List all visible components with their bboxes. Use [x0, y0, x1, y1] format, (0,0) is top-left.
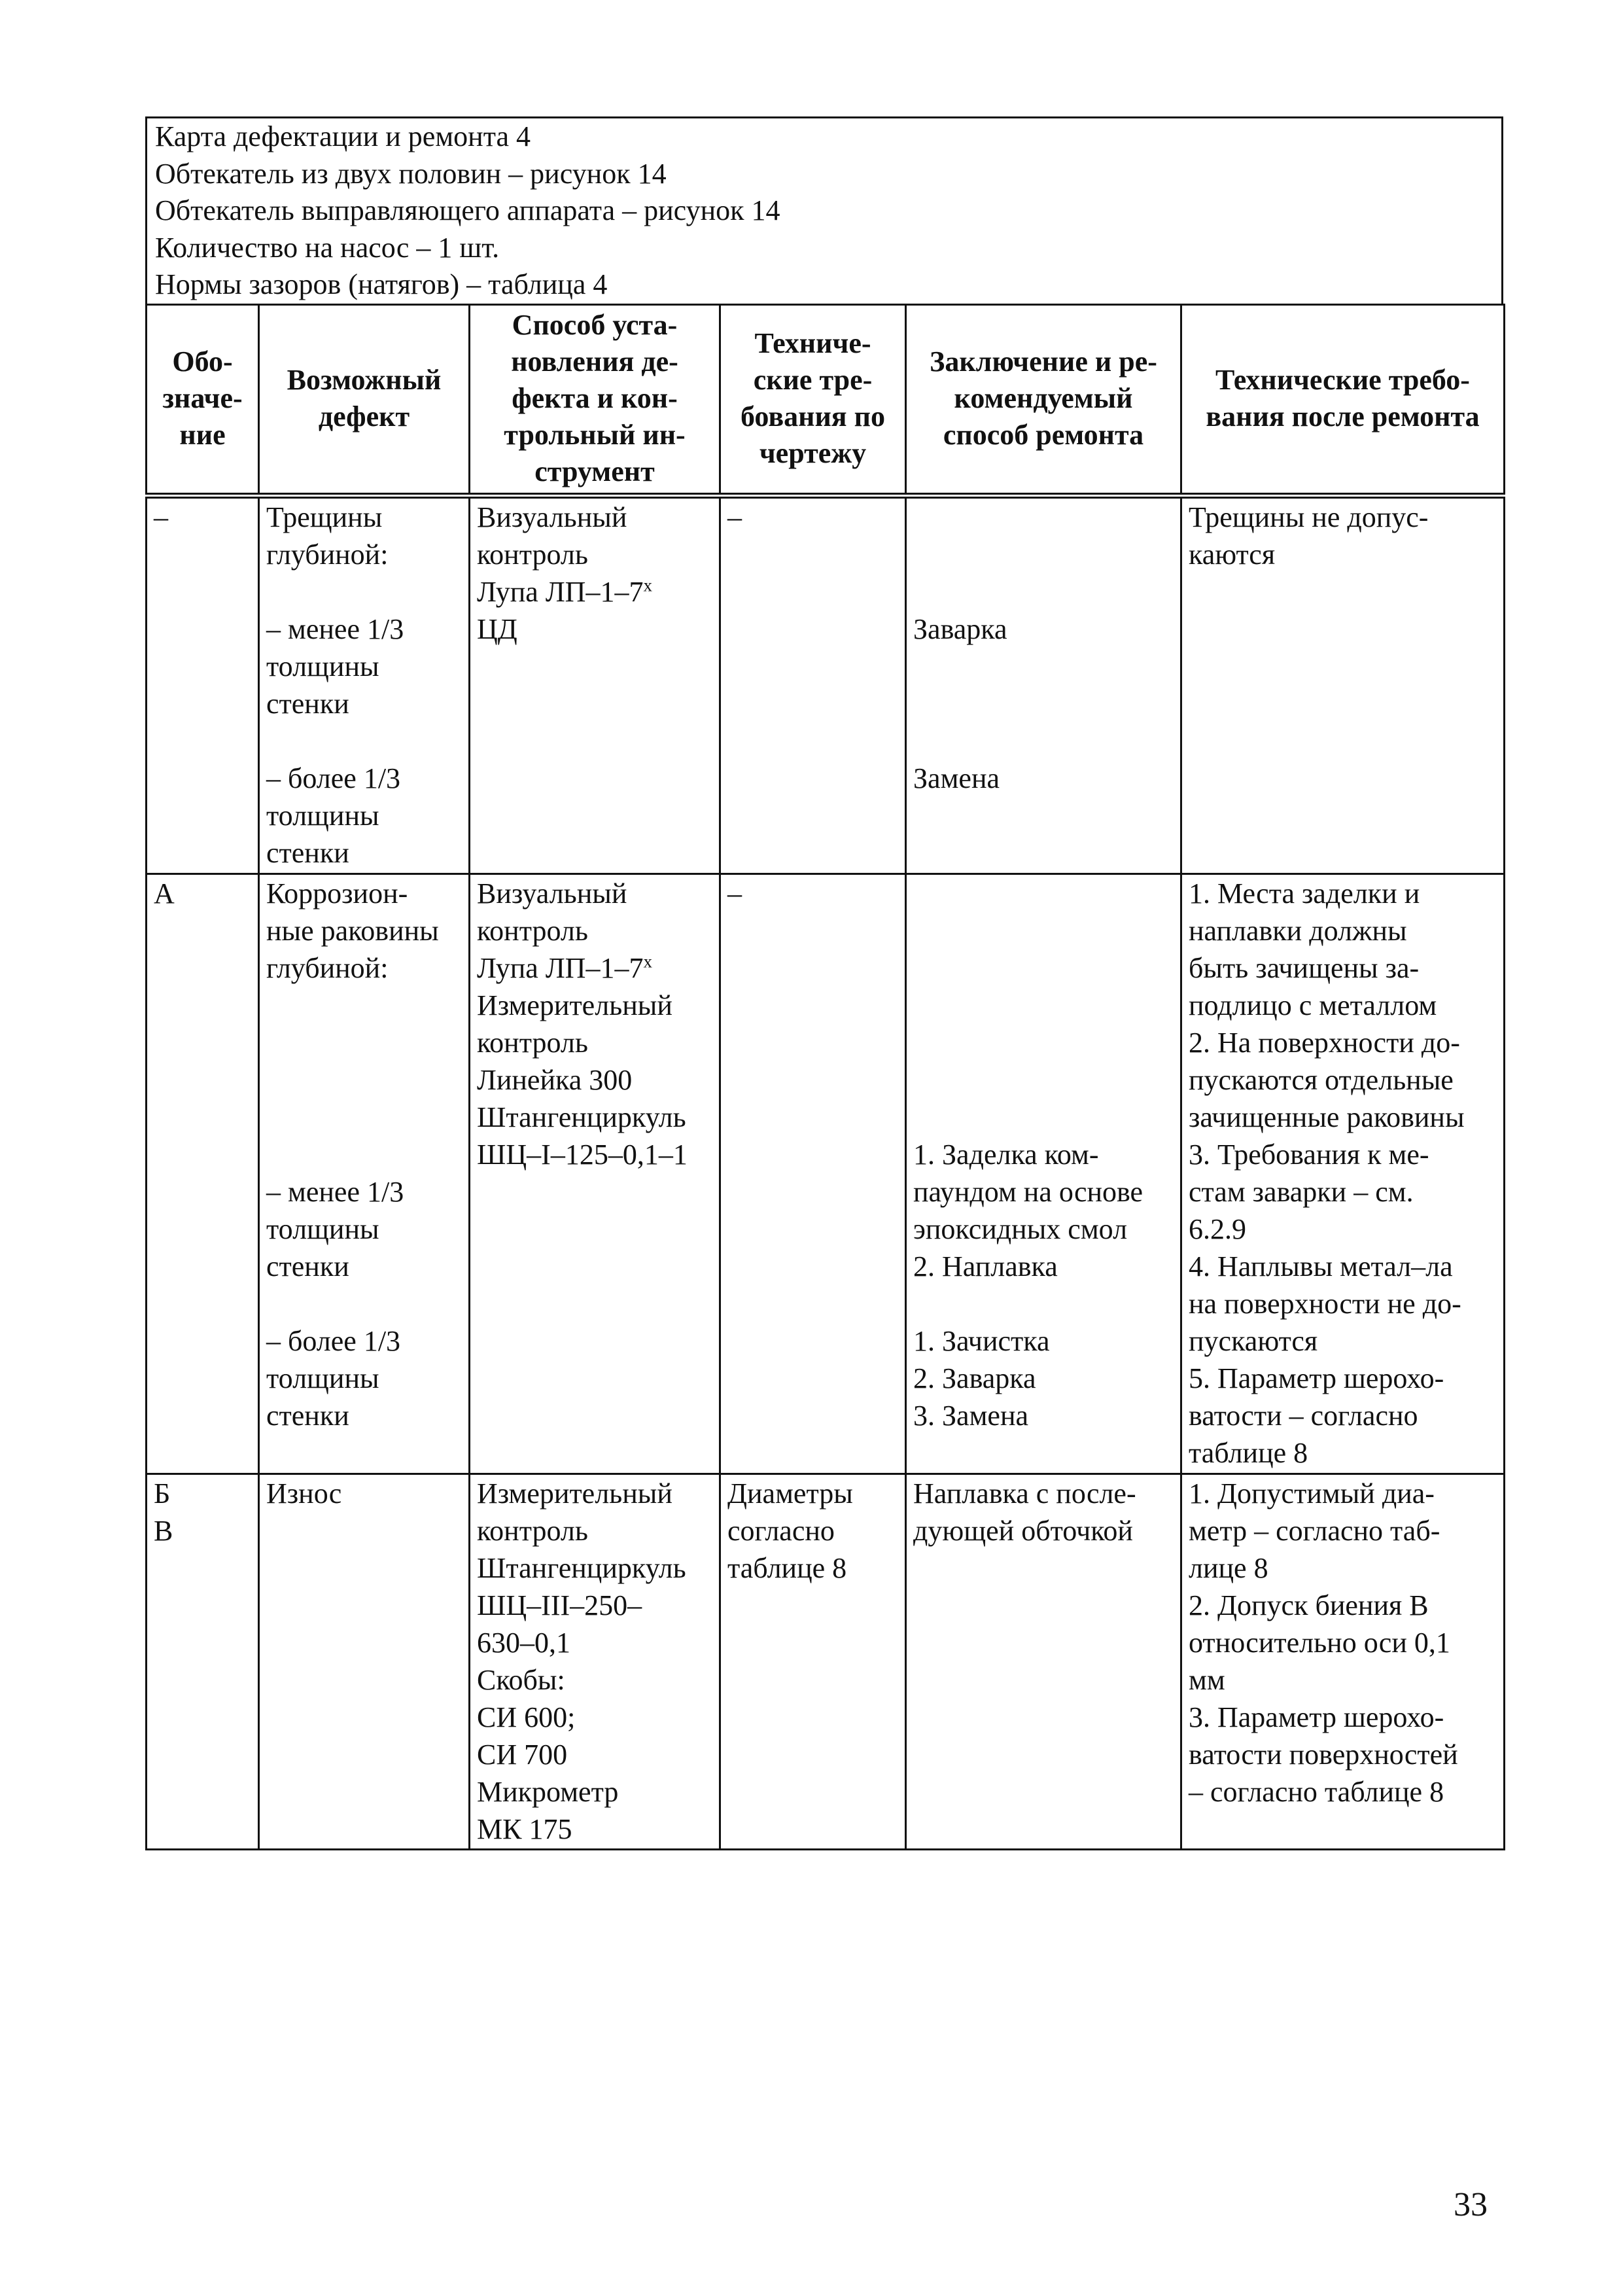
text-line: Измерительный: [477, 1477, 672, 1510]
table-row: [147, 495, 1505, 874]
text-line: Штангенциркуль: [477, 1101, 686, 1133]
text-line: Способ уста-: [512, 308, 678, 341]
spacer: [913, 949, 1176, 987]
text-line: новления де-: [511, 345, 678, 378]
text-line: дефект: [318, 400, 410, 433]
cell-drawing-requirements: [720, 1474, 906, 1849]
spacer: [913, 1024, 1176, 1061]
text-line: ШЦ–III–250–: [477, 1589, 642, 1621]
text-line: Заключение и ре-: [930, 345, 1157, 378]
text-line: 3. Требования к ме-: [1189, 1138, 1429, 1171]
text-line: толщины: [266, 1212, 379, 1245]
spacer: [913, 912, 1176, 949]
text-line: Трещины: [266, 501, 383, 533]
spacer: [266, 722, 464, 760]
text-line: стенки: [266, 1250, 349, 1282]
cell-repair-method: [906, 1474, 1181, 1849]
text-line: стенки: [266, 1399, 349, 1432]
text-line: контроль: [477, 1026, 588, 1059]
cell-repair-method: [906, 874, 1181, 1474]
text-line: относительно оси 0,1: [1189, 1626, 1450, 1659]
text-line: Обтекатель выправляющего аппарата – рисунок 14: [155, 194, 780, 226]
text-line: таблице 8: [727, 1551, 847, 1584]
header-repair-method: [906, 304, 1181, 495]
text-line: Нормы зазоров (натягов) – таблица 4: [155, 268, 608, 300]
text-line: наплавки должны: [1189, 914, 1407, 947]
text-line: вания после ремонта: [1206, 400, 1480, 433]
text-line: Обо-: [172, 345, 233, 378]
text-line: ние: [179, 418, 226, 451]
text-line: СИ 600;: [477, 1701, 576, 1733]
spacer: [913, 722, 1176, 760]
defect-table: [145, 304, 1505, 1850]
text-line: 2. Заварка: [913, 1362, 1036, 1394]
cell-designation: –: [147, 495, 259, 874]
text-line: Карта дефектации и ремонта 4: [155, 120, 531, 152]
text-line: глубиной:: [266, 538, 389, 571]
cell-drawing-requirements: –: [720, 874, 906, 1474]
spacer: [913, 573, 1176, 610]
text-line: Заварка: [913, 612, 1007, 645]
cell-detection-method: Визуальный контроль Лупа $ЛП-1-7^х$ Измерительный контроль Линейка 300 Штангенциркуль ШЦ–I–125–0,1–1: [470, 874, 720, 1474]
text-line: Визуальный: [477, 877, 627, 910]
text-line: 4. Наплывы метал–ла: [1189, 1250, 1453, 1282]
text-line: – менее 1/3: [266, 1175, 404, 1208]
text-line: пускаются: [1189, 1324, 1318, 1357]
text-line: ЦД: [477, 612, 517, 645]
spacer: [266, 1024, 464, 1061]
text-line: быть зачищены за-: [1189, 951, 1420, 984]
text-line: стенки: [266, 687, 349, 720]
text-line: Технические требо-: [1215, 363, 1470, 396]
cell-detection-method: Визуальный контроль Лупа $ЛП-1-7^х$ ЦД: [470, 495, 720, 874]
text-line: фекта и кон-: [512, 381, 678, 414]
table-header-row: [147, 304, 1505, 495]
text-line: таблице 8: [1189, 1436, 1308, 1469]
spacer: [266, 1136, 464, 1173]
text-line: ные раковины: [266, 914, 439, 947]
text-line: лице 8: [1189, 1551, 1268, 1584]
spacer: [913, 648, 1176, 685]
text-line: В: [154, 1514, 173, 1547]
text-line: Износ: [266, 1477, 342, 1510]
text-line: 1. Места заделки и: [1189, 877, 1420, 910]
cell-post-repair-requirements: [1181, 495, 1505, 874]
text-line: контроль: [477, 914, 588, 947]
spacer: [913, 1285, 1176, 1322]
text-line: на поверхности не до-: [1189, 1287, 1461, 1320]
text-line: Коррозион-: [266, 877, 408, 910]
text-line: пускаются отдельные: [1189, 1063, 1454, 1096]
text-line: мм: [1189, 1663, 1225, 1696]
text-line: эпоксидных смол: [913, 1212, 1128, 1245]
cell-post-repair-requirements: [1181, 874, 1505, 1474]
text-line: – менее 1/3: [266, 612, 404, 645]
table-row: [147, 1474, 1505, 1849]
text-line: 5. Параметр шерохо-: [1189, 1362, 1444, 1394]
text-line: Трещины не допус-: [1189, 501, 1429, 533]
text-line: 3. Замена: [913, 1399, 1029, 1432]
text-line: Возможный: [287, 363, 442, 396]
text-line: согласно: [727, 1514, 835, 1547]
cell-designation: А: [147, 874, 259, 1474]
text-line: Штангенциркуль: [477, 1551, 686, 1584]
spacer: [266, 1285, 464, 1322]
spacer: [266, 1061, 464, 1099]
text-line: Измерительный: [477, 989, 672, 1021]
text-line: паундом на основе: [913, 1175, 1143, 1208]
text-line: 6.2.9: [1189, 1212, 1246, 1245]
cell-post-repair-requirements: [1181, 1474, 1505, 1849]
text-line: – более 1/3: [266, 762, 401, 794]
text-line: глубиной:: [266, 951, 389, 984]
spacer: [913, 536, 1176, 573]
page-number: 33: [1454, 2186, 1488, 2223]
text-line: 630–0,1: [477, 1626, 570, 1659]
header-drawing-requirements: [720, 304, 906, 495]
text-line: метр – согласно таб-: [1189, 1514, 1440, 1547]
spacer: [266, 987, 464, 1024]
text-line: зачищенные раковины: [1189, 1101, 1465, 1133]
text-line: Наплавка с после-: [913, 1477, 1136, 1510]
cell-defect: [259, 495, 470, 874]
text-line: чертежу: [759, 436, 867, 469]
text-line: 3. Параметр шерохо-: [1189, 1701, 1444, 1733]
header-designation: [147, 304, 259, 495]
text-line: каются: [1189, 538, 1276, 571]
spacer: [266, 1099, 464, 1136]
spacer: [913, 685, 1176, 722]
defect-card: [145, 116, 1503, 1850]
text-line: – согласно таблице 8: [1189, 1775, 1444, 1808]
text-line: – более 1/3: [266, 1324, 401, 1357]
spacer: [913, 499, 1176, 536]
card-header: [145, 116, 1503, 304]
cell-defect: [259, 874, 470, 1474]
cell-drawing-requirements: –: [720, 495, 906, 874]
cell-detection-method: [470, 1474, 720, 1849]
text-line: толщины: [266, 1362, 379, 1394]
text-line: 2. Наплавка: [913, 1250, 1058, 1282]
text-line: 1. Зачистка: [913, 1324, 1050, 1357]
text-line: ские тре-: [753, 363, 873, 396]
text-line: Техниче-: [754, 327, 871, 359]
cell-designation: [147, 1474, 259, 1849]
text-line: стенки: [266, 836, 349, 869]
text-line: струмент: [534, 455, 655, 487]
text-line: Линейка 300: [477, 1063, 633, 1096]
spacer: [913, 1061, 1176, 1099]
text-line: контроль: [477, 1514, 588, 1547]
text-line: Б: [154, 1477, 171, 1510]
text-line: Замена: [913, 762, 1000, 794]
text-line: дующей обточкой: [913, 1514, 1133, 1547]
cell-defect: [259, 1474, 470, 1849]
spacer: [913, 875, 1176, 912]
text-line: способ ремонта: [943, 418, 1144, 451]
text-line: СИ 700: [477, 1738, 568, 1771]
text-line: Микрометр: [477, 1775, 619, 1808]
text-line: Визуальный: [477, 501, 627, 533]
text-line: толщины: [266, 799, 379, 832]
text-line: ватости поверхностей: [1189, 1738, 1458, 1771]
text-line: 2. Допуск биения В: [1189, 1589, 1429, 1621]
text-line: ватости – согласно: [1189, 1399, 1418, 1432]
header-detection-method: [470, 304, 720, 495]
text-line: Количество на насос – 1 шт.: [155, 231, 500, 264]
text-line: комендуемый: [954, 381, 1133, 414]
table-row: [147, 874, 1505, 1474]
text-line: 1. Допустимый диа-: [1189, 1477, 1435, 1510]
text-line: 1. Заделка ком-: [913, 1138, 1099, 1171]
text-line: значе-: [162, 381, 243, 414]
text-line: толщины: [266, 650, 379, 682]
spacer: [266, 573, 464, 610]
text-line: ШЦ–I–125–0,1–1: [477, 1138, 688, 1171]
text-line: трольный ин-: [504, 418, 686, 451]
text-line: Скобы:: [477, 1663, 565, 1696]
header-possible-defect: [259, 304, 470, 495]
spacer: [913, 1099, 1176, 1136]
cell-repair-method: [906, 495, 1181, 874]
text-line: бования по: [741, 400, 885, 433]
text-line: Диаметры: [727, 1477, 853, 1510]
text-line: 2. На поверхности до-: [1189, 1026, 1460, 1059]
text-line: МК 175: [477, 1812, 572, 1845]
text-line: контроль: [477, 538, 588, 571]
header-post-repair-requirements: [1181, 304, 1505, 495]
text-line: стам заварки – см.: [1189, 1175, 1414, 1208]
spacer: [913, 987, 1176, 1024]
text-line: Обтекатель из двух половин – рисунок 14: [155, 157, 667, 190]
text-line: подлицо с металлом: [1189, 989, 1437, 1021]
